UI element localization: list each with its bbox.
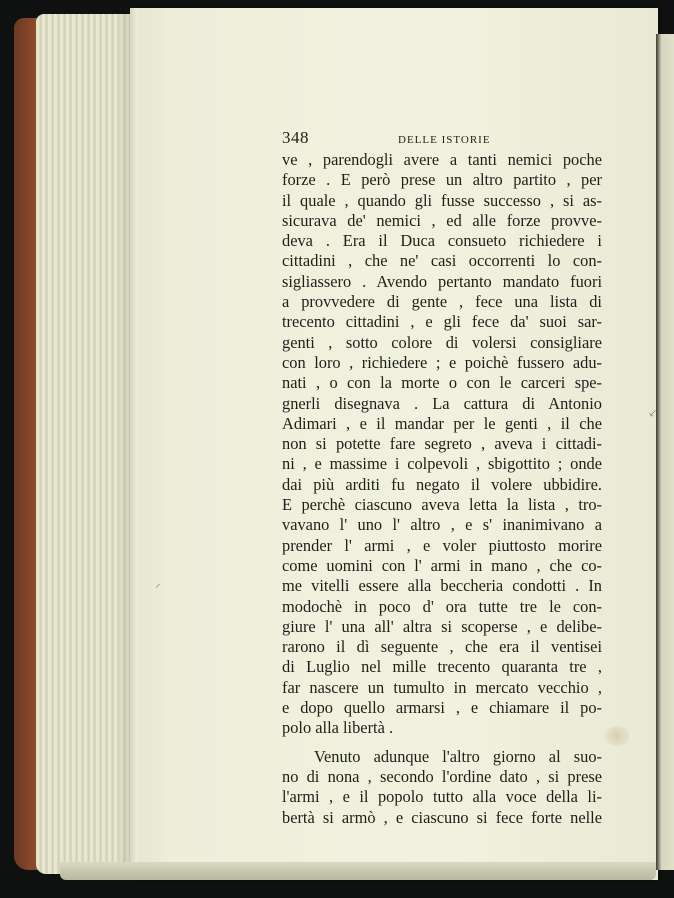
- text-line: E perchè ciascuno aveva letta la lista , tro-: [282, 495, 602, 515]
- paragraph-gap: [282, 739, 602, 747]
- text-line: vavano l' uno l' altro , e s' inanimivano a: [282, 515, 602, 535]
- text-line: no di nona , secondo l'ordine dato , si prese: [282, 766, 602, 786]
- text-line: ve , parendogli avere a tanti nemici poche: [282, 150, 602, 169]
- paper-stain: [604, 726, 630, 746]
- text-line: sigliassero . Avendo pertanto mandato fuori: [282, 271, 602, 291]
- body-text: [282, 150, 602, 828]
- right-page-edge: [656, 34, 674, 870]
- text-line: cittadini , che ne' casi occorrenti lo con-: [282, 251, 602, 271]
- text-line: a provvedere di gente , fece una lista di: [282, 292, 602, 312]
- text-line: prender l' armi , e voler piuttosto morire: [282, 535, 602, 555]
- text-line: come uomini con l' armi in mano , che co-: [282, 555, 602, 575]
- text-line: bertà si armò , e ciascuno si fece forte nelle: [282, 807, 602, 827]
- text-line: giure l' una all' altra si scoperse , e delibe-: [282, 616, 602, 636]
- page-bottom-edge: [60, 862, 656, 880]
- text-line: l'armi , e il popolo tutto alla voce della li-: [282, 787, 602, 807]
- text-line: genti , sotto colore di volersi consigliare: [282, 332, 602, 352]
- text-line: ni , e massime i colpevoli , sbigottito ; onde: [282, 454, 602, 474]
- page-number: 348: [282, 128, 309, 147]
- margin-mark-icon: ⸔: [648, 406, 658, 420]
- text-line: modochè in poco d' ora tutte tre le con-: [282, 596, 602, 616]
- text-line: sicurava de' nemici , ed alle forze provve-: [282, 210, 602, 230]
- text-line: non si potette fare segreto , aveva i cittadi-: [282, 434, 602, 454]
- page-fold: [130, 8, 138, 880]
- running-head: DELLE ISTORIE: [398, 134, 491, 146]
- text-line: rarono il dì seguente , che era il ventisei: [282, 637, 602, 657]
- text-line: forze . E però prese un altro partito , per: [282, 170, 602, 190]
- text-line: trecento cittadini , e gli fece da' suoi sar-: [282, 312, 602, 332]
- page-text: [282, 128, 602, 828]
- margin-tick-icon: ⸝: [155, 577, 161, 590]
- text-line: dai più arditi fu negato il volere ubbidire.: [282, 474, 602, 494]
- text-line: polo alla libertà .: [282, 718, 394, 738]
- text-line: far nascere un tumulto in mercato vecchio ,: [282, 677, 602, 697]
- text-line: Adimari , e il mandar per le genti , il che: [282, 413, 602, 433]
- text-line: gnerli disegnava . La cattura di Antonio: [282, 393, 602, 413]
- text-line: e dopo quello armarsi , e chiamare il po-: [282, 698, 602, 718]
- text-line: Venuto adunque l'altro giorno al suo-: [314, 746, 602, 766]
- text-line: con loro , richiedere ; e poichè fussero adu-: [282, 352, 602, 372]
- text-line: me vitelli essere alla beccheria condotti . In: [282, 576, 602, 596]
- text-line: il quale , quando gli fusse successo , si as-: [282, 190, 602, 210]
- text-line: nati , o con la morte o con le carceri spe-: [282, 373, 602, 393]
- text-line: di Luglio nel mille trecento quaranta tre ,: [282, 657, 602, 677]
- text-line: deva . Era il Duca consueto richiedere i: [282, 231, 602, 251]
- page-header: [282, 128, 602, 150]
